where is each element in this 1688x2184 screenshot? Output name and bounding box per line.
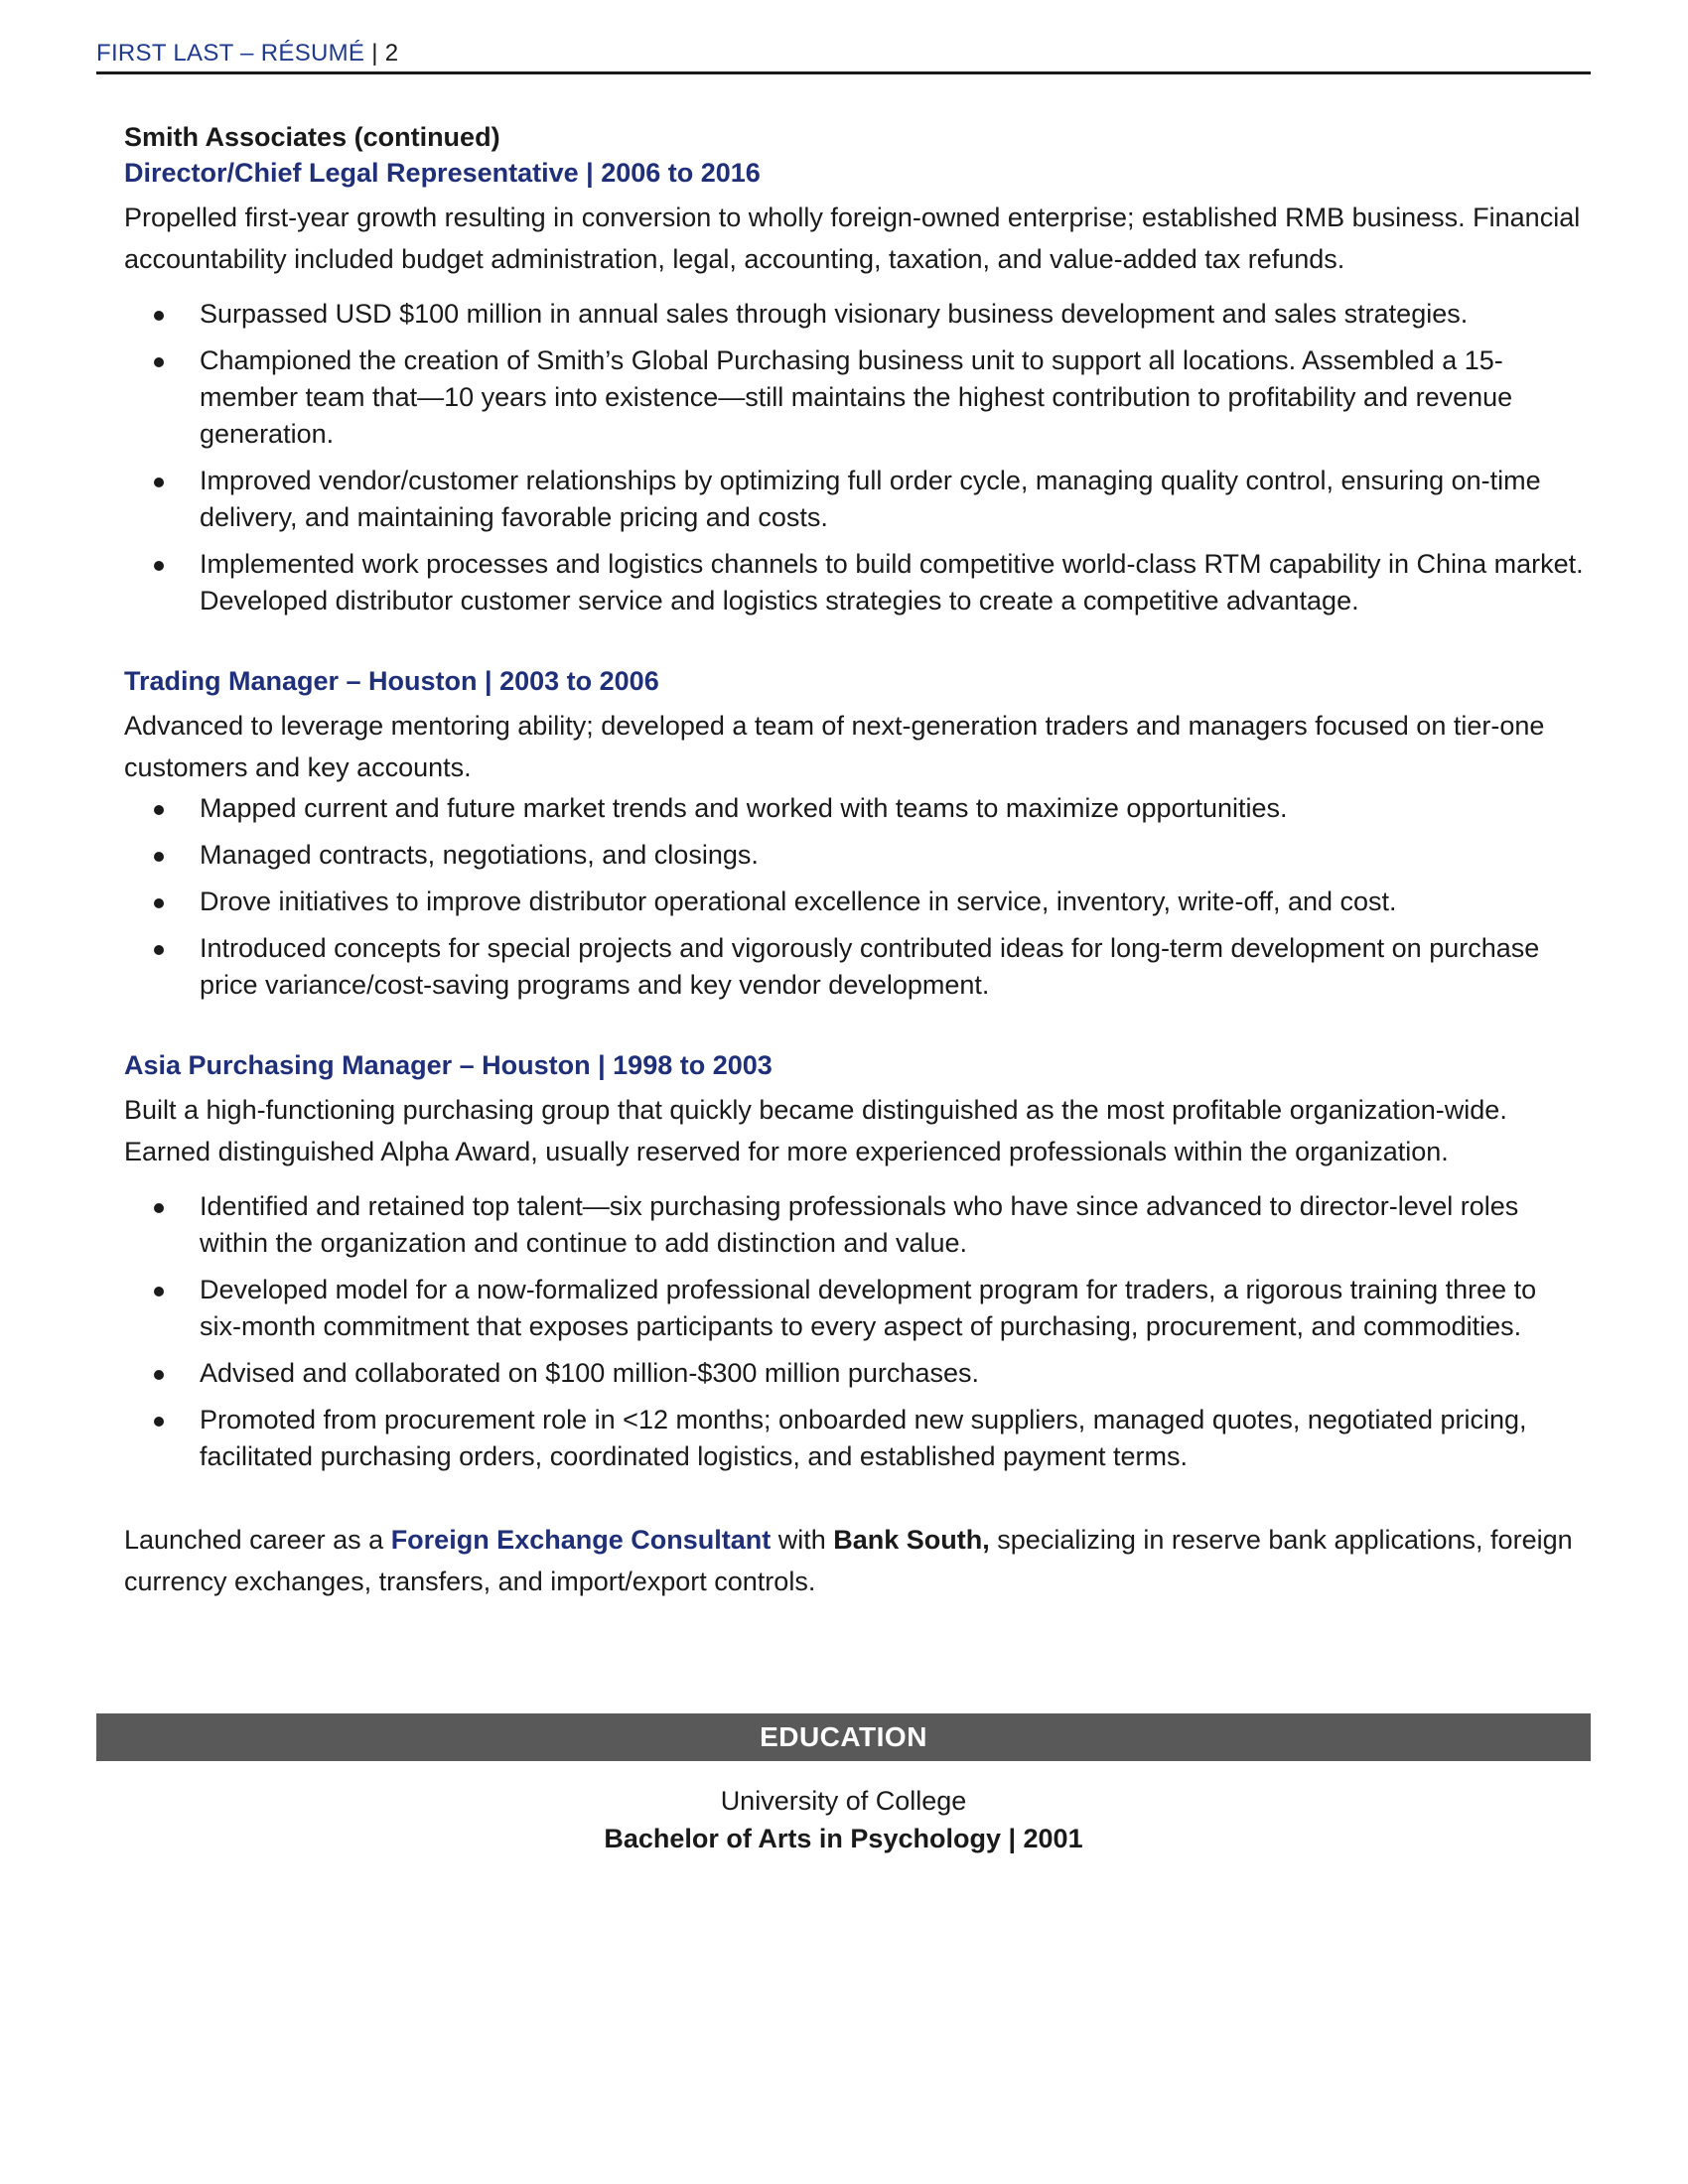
list-item [124, 837, 1584, 874]
role-title: Asia Purchasing Manager – Houston | 1998 to 2003 [124, 1050, 773, 1080]
role-title: Director/Chief Legal Representative | 2006 to 2016 [124, 158, 761, 188]
list-item [124, 296, 1584, 333]
list-item [124, 463, 1584, 536]
achievement-list [124, 296, 1584, 619]
career-start-pre: Launched career as a [124, 1525, 391, 1555]
list-item-text: Identified and retained top talent—six purchasing professionals who have since advanced to director-level roles within the organization and continue to add distinction and value. [200, 1191, 1519, 1258]
bullet-icon [154, 1203, 164, 1213]
header-separator: | [371, 40, 378, 67]
school-name: University of College [720, 1786, 967, 1816]
achievement-list [124, 1188, 1584, 1475]
bullet-icon [154, 311, 164, 321]
role-summary: Propelled first-year growth resulting in conversion to wholly foreign-owned enterprise; established RMB business. Financial accountability included budget administration, legal, accounting, taxation, and value-added tax refunds. [124, 203, 1581, 274]
education-heading: EDUCATION [96, 1713, 1591, 1761]
role-summary: Advanced to leverage mentoring ability; developed a team of next-generation traders and managers focused on tier-one customers and key accounts. [124, 711, 1545, 782]
career-start-mid: with [771, 1525, 834, 1555]
list-item-text: Implemented work processes and logistics channels to build competitive world-class RTM capability in China market. Developed distributor customer service and logistics strategies to create a competitive advantage. [200, 549, 1584, 615]
role-block [124, 155, 1584, 619]
list-item [124, 930, 1584, 1004]
header-dash: – [240, 40, 254, 67]
role-summary: Built a high-functioning purchasing group that quickly became distinguished as the most profitable organization-wide. Earned distinguished Alpha Award, usually reserved for more experienced professionals within the organization. [124, 1095, 1507, 1166]
list-item-text: Surpassed USD $100 million in annual sales through visionary business development and sales strategies. [200, 299, 1469, 329]
list-item [124, 1402, 1584, 1475]
career-start-company: Bank South, [833, 1525, 990, 1555]
bullet-icon [154, 478, 164, 487]
list-item [124, 884, 1584, 920]
bullet-icon [154, 898, 164, 908]
list-item-text: Introduced concepts for special projects and vigorously contributed ideas for long-term development on purchase price variance/cost-saving programs and key vendor development. [200, 933, 1540, 1000]
list-item [124, 1188, 1584, 1262]
education-section [96, 1782, 1591, 1857]
achievement-list [124, 790, 1584, 1004]
list-item [124, 546, 1584, 619]
degree: Bachelor of Arts in Psychology | 2001 [604, 1824, 1083, 1853]
list-item-text: Promoted from procurement role in <12 months; onboarded new suppliers, managed quotes, negotiated pricing, facilitated purchasing orders, coordinated logistics, and established payment terms. [200, 1405, 1527, 1471]
bullet-icon [154, 852, 164, 862]
header-doc-title: RÉSUMÉ [260, 40, 365, 67]
career-start-note [124, 1519, 1584, 1602]
list-item [124, 1355, 1584, 1392]
role-block [124, 663, 1584, 1004]
list-item-text: Drove initiatives to improve distributor operational excellence in service, inventory, write-off, and cost. [200, 887, 1397, 916]
list-item-text: Managed contracts, negotiations, and closings. [200, 840, 759, 870]
list-item [124, 790, 1584, 827]
career-start-post: specializing in reserve bank applications, foreign currency exchanges, transfers, and import/export controls. [124, 1525, 1573, 1596]
bullet-icon [154, 1417, 164, 1427]
experience-section [124, 119, 1584, 1629]
role-title: Trading Manager – Houston | 2003 to 2006 [124, 666, 659, 696]
page-header [96, 40, 1591, 74]
list-item-text: Mapped current and future market trends and worked with teams to maximize opportunities. [200, 793, 1288, 823]
career-start-role: Foreign Exchange Consultant [390, 1525, 772, 1555]
role-block [124, 1047, 1584, 1475]
list-item-text: Championed the creation of Smith’s Global Purchasing business unit to support all locations. Assembled a 15-member team that—10 years into existence—still maintains the highest contribution to profitability and revenue generation. [200, 345, 1513, 449]
list-item-text: Developed model for a now-formalized professional development program for traders, a rigorous training three to six-month commitment that exposes participants to every aspect of purchasing, procurement, and commodities. [200, 1275, 1537, 1341]
bullet-icon [154, 1287, 164, 1297]
list-item [124, 342, 1584, 453]
bullet-icon [154, 945, 164, 955]
header-page-number: 2 [384, 40, 399, 67]
header-name: FIRST LAST [96, 40, 234, 67]
bullet-icon [154, 561, 164, 571]
list-item-text: Advised and collaborated on $100 million-$300 million purchases. [200, 1358, 979, 1388]
bullet-icon [154, 357, 164, 367]
list-item [124, 1272, 1584, 1345]
bullet-icon [154, 1370, 164, 1380]
bullet-icon [154, 805, 164, 815]
company-name: Smith Associates (continued) [124, 122, 500, 152]
list-item-text: Improved vendor/customer relationships by optimizing full order cycle, managing quality control, ensuring on-time delivery, and maintaining favorable pricing and costs. [200, 466, 1541, 532]
